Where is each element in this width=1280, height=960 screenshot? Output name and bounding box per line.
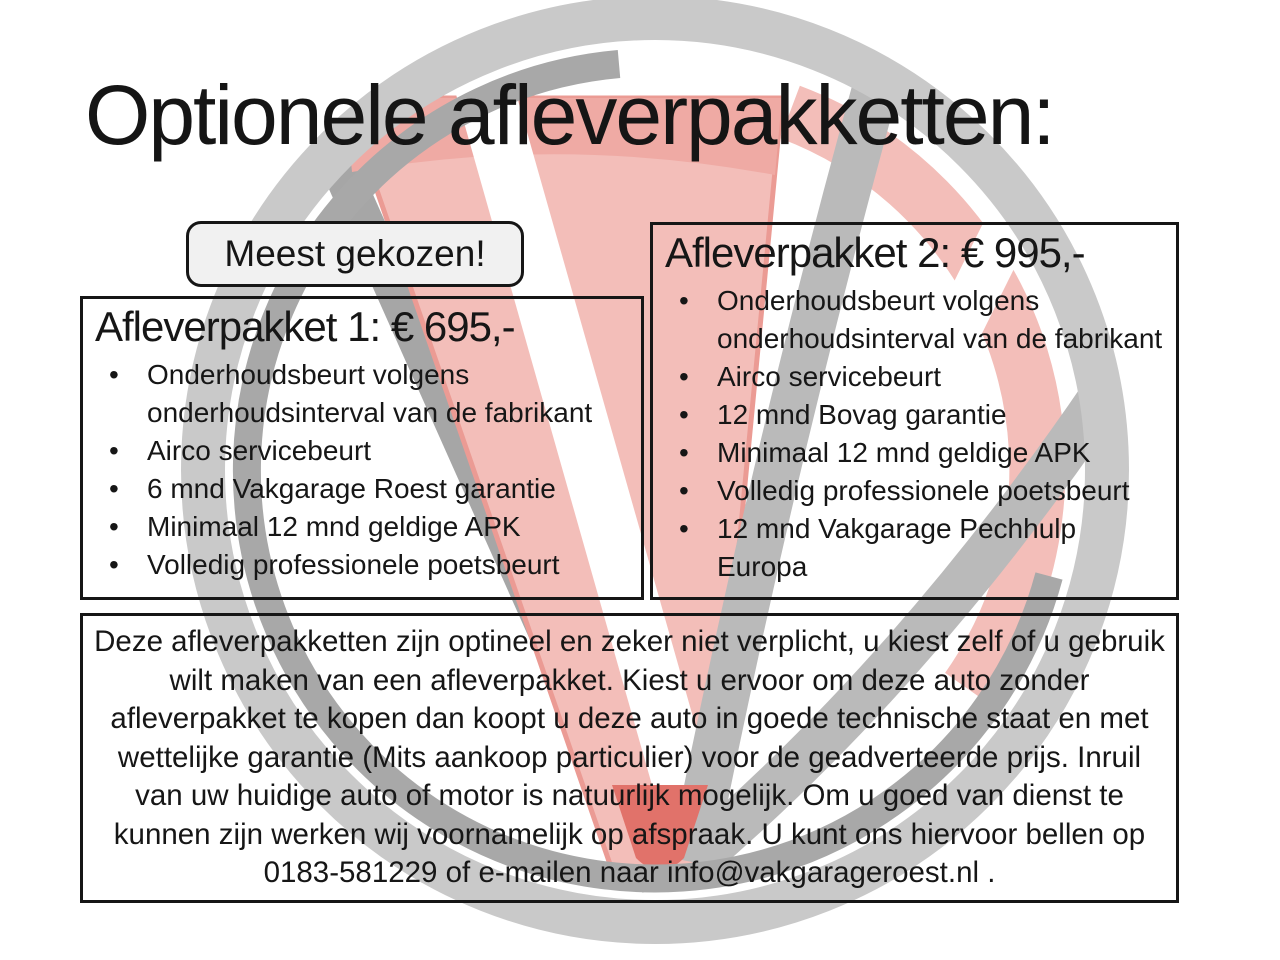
package-1-list bbox=[95, 356, 631, 584]
package-item: • Volledig professionele poetsbeurt bbox=[95, 546, 631, 584]
disclaimer-line: wilt maken van een afleverpakket. Kiest u ervoor om deze auto zonder bbox=[169, 663, 1090, 697]
disclaimer-line: van uw huidige auto of motor is natuurlijk mogelijk. Om u goed van dienst te bbox=[135, 779, 1124, 813]
most-chosen-badge-label: Meest gekozen! bbox=[224, 233, 486, 274]
disclaimer-line: kunnen zijn werken wij voornamelijk op afspraak. U kunt ons hiervoor bellen op bbox=[113, 817, 1146, 851]
package-item: • 12 mnd Vakgarage Pechhulp Europa bbox=[665, 510, 1166, 586]
package-item: • Onderhoudsbeurt volgens onderhoudsinterval van de fabrikant bbox=[665, 282, 1166, 358]
package-item: • 6 mnd Vakgarage Roest garantie bbox=[95, 470, 631, 508]
package-item: • 12 mnd Bovag garantie bbox=[665, 396, 1166, 434]
package-item: • Airco servicebeurt bbox=[95, 432, 631, 470]
disclaimer-line: Deze afleverpakketten zijn optineel en zeker niet verplicht, u kiest zelf of u gebruik bbox=[94, 625, 1165, 659]
disclaimer-box bbox=[80, 613, 1179, 903]
most-chosen-badge bbox=[186, 221, 524, 287]
disclaimer-line: wettelijke garantie (Mits aankoop particulier) voor de geadverteerde prijs. Inruil bbox=[117, 740, 1142, 774]
package-item: • Minimaal 12 mnd geldige APK bbox=[665, 434, 1166, 472]
disclaimer-line: 0183-581229 of e-mailen naar info@vakgarageroest.nl . bbox=[263, 856, 996, 890]
package-2-box bbox=[650, 222, 1179, 600]
package-2-list bbox=[665, 282, 1166, 586]
package-1-box bbox=[80, 296, 644, 600]
page-title: Optionele afleverpakketten: bbox=[85, 68, 1054, 162]
package-item: • Minimaal 12 mnd geldige APK bbox=[95, 508, 631, 546]
package-item: • Airco servicebeurt bbox=[665, 358, 1166, 396]
package-1-title: Afleverpakket 1: € 695,- bbox=[95, 303, 515, 350]
disclaimer-line: afleverpakket te kopen dan koopt u deze auto in goede technische staat en met bbox=[110, 702, 1149, 736]
package-item: • Volledig professionele poetsbeurt bbox=[665, 472, 1166, 510]
package-item: • Onderhoudsbeurt volgens onderhoudsinterval van de fabrikant bbox=[95, 356, 631, 432]
package-2-title: Afleverpakket 2: € 995,- bbox=[665, 229, 1085, 276]
